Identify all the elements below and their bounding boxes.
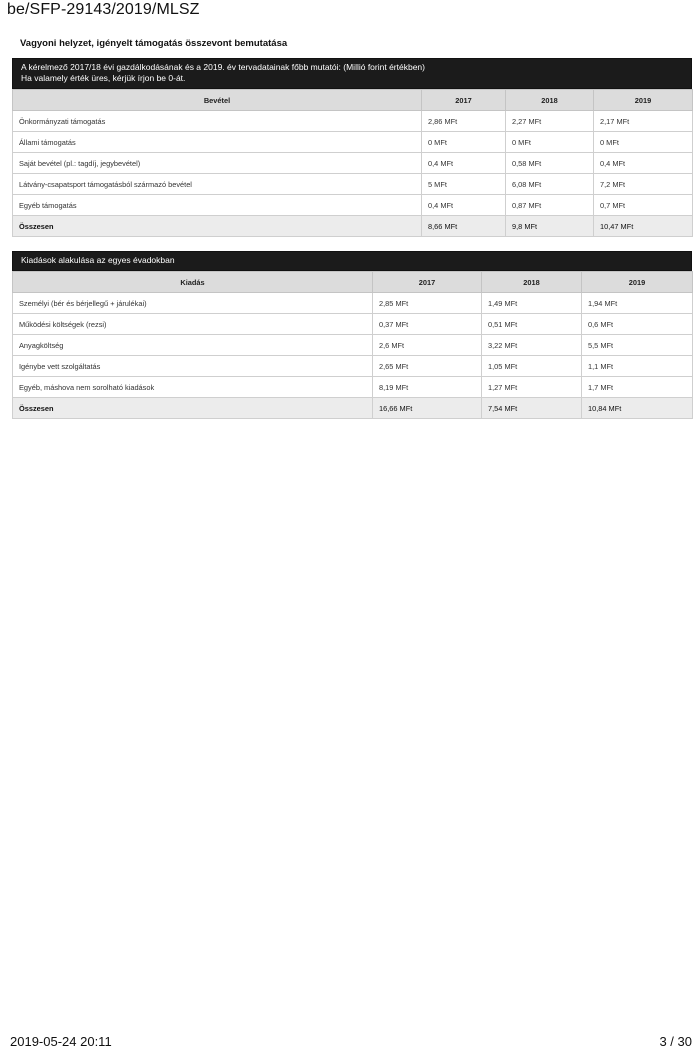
total-row — [13, 398, 693, 419]
cell-2019: 2,17 MFt — [594, 111, 693, 132]
income-table-caption — [12, 58, 692, 89]
expenses-header-category: Kiadás — [13, 272, 373, 293]
table-row — [13, 293, 693, 314]
document-id: be/SFP-29143/2019/MLSZ — [7, 1, 200, 18]
income-header-row — [13, 90, 693, 111]
cell-2018: 1,27 MFt — [482, 377, 582, 398]
income-header-2017: 2017 — [422, 90, 506, 111]
row-label: Anyagköltség — [13, 335, 373, 356]
expenses-table-caption — [12, 251, 692, 271]
cell-2019: 1,94 MFt — [582, 293, 693, 314]
total-2019: 10,47 MFt — [594, 216, 693, 237]
row-label: Egyéb, máshova nem sorolható kiadások — [13, 377, 373, 398]
table-row — [13, 195, 693, 216]
cell-2019: 0,4 MFt — [594, 153, 693, 174]
expenses-table-block — [12, 251, 692, 419]
table-row — [13, 377, 693, 398]
cell-2019: 1,1 MFt — [582, 356, 693, 377]
expenses-table — [12, 271, 693, 419]
total-2018: 9,8 MFt — [506, 216, 594, 237]
row-label: Személyi (bér és bérjellegű + járulékai) — [13, 293, 373, 314]
row-label: Egyéb támogatás — [13, 195, 422, 216]
table-row — [13, 153, 693, 174]
income-caption-line-1: A kérelmező 2017/18 évi gazdálkodásának és a 2019. év tervadatainak főbb mutatói: (Millió forint értékben) — [21, 62, 425, 72]
cell-2018: 1,05 MFt — [482, 356, 582, 377]
expenses-header-2019: 2019 — [582, 272, 693, 293]
table-row — [13, 174, 693, 195]
cell-2018: 0,58 MFt — [506, 153, 594, 174]
cell-2017: 0,37 MFt — [373, 314, 482, 335]
row-label: Látvány-csapatsport támogatásból származó bevétel — [13, 174, 422, 195]
total-2017: 8,66 MFt — [422, 216, 506, 237]
income-header-2019: 2019 — [594, 90, 693, 111]
total-2017: 16,66 MFt — [373, 398, 482, 419]
cell-2019: 0 MFt — [594, 132, 693, 153]
cell-2018: 0,51 MFt — [482, 314, 582, 335]
cell-2017: 0,4 MFt — [422, 153, 506, 174]
cell-2017: 8,19 MFt — [373, 377, 482, 398]
table-row — [13, 356, 693, 377]
total-2019: 10,84 MFt — [582, 398, 693, 419]
cell-2019: 1,7 MFt — [582, 377, 693, 398]
row-label: Állami támogatás — [13, 132, 422, 153]
row-label: Önkormányzati támogatás — [13, 111, 422, 132]
cell-2018: 6,08 MFt — [506, 174, 594, 195]
income-caption-line-2: Ha valamely érték üres, kérjük írjon be 0-át. — [21, 73, 186, 83]
expenses-caption-text: Kiadások alakulása az egyes évadokban — [21, 255, 175, 265]
table-row — [13, 314, 693, 335]
cell-2018: 0,87 MFt — [506, 195, 594, 216]
income-header-2018: 2018 — [506, 90, 594, 111]
expenses-header-row — [13, 272, 693, 293]
income-header-category: Bevétel — [13, 90, 422, 111]
cell-2018: 0 MFt — [506, 132, 594, 153]
total-label: Összesen — [13, 216, 422, 237]
row-label: Igénybe vett szolgáltatás — [13, 356, 373, 377]
income-table — [12, 89, 693, 237]
print-timestamp: 2019-05-24 20:11 — [10, 1034, 112, 1049]
table-row — [13, 132, 693, 153]
total-label: Összesen — [13, 398, 373, 419]
cell-2018: 3,22 MFt — [482, 335, 582, 356]
row-label: Saját bevétel (pl.: tagdíj, jegybevétel) — [13, 153, 422, 174]
cell-2019: 0,7 MFt — [594, 195, 693, 216]
cell-2017: 5 MFt — [422, 174, 506, 195]
table-row — [13, 335, 693, 356]
income-table-block — [12, 58, 692, 237]
row-label: Működési költségek (rezsi) — [13, 314, 373, 335]
total-row — [13, 216, 693, 237]
page-number: 3 / 30 — [659, 1034, 692, 1049]
cell-2017: 2,85 MFt — [373, 293, 482, 314]
cell-2018: 1,49 MFt — [482, 293, 582, 314]
table-row — [13, 111, 693, 132]
total-2018: 7,54 MFt — [482, 398, 582, 419]
cell-2017: 0,4 MFt — [422, 195, 506, 216]
cell-2019: 0,6 MFt — [582, 314, 693, 335]
expenses-header-2017: 2017 — [373, 272, 482, 293]
cell-2019: 5,5 MFt — [582, 335, 693, 356]
expenses-header-2018: 2018 — [482, 272, 582, 293]
cell-2018: 2,27 MFt — [506, 111, 594, 132]
cell-2017: 2,6 MFt — [373, 335, 482, 356]
section-title: Vagyoni helyzet, igényelt támogatás összevont bemutatása — [20, 38, 288, 49]
cell-2017: 2,86 MFt — [422, 111, 506, 132]
cell-2017: 0 MFt — [422, 132, 506, 153]
cell-2017: 2,65 MFt — [373, 356, 482, 377]
cell-2019: 7,2 MFt — [594, 174, 693, 195]
